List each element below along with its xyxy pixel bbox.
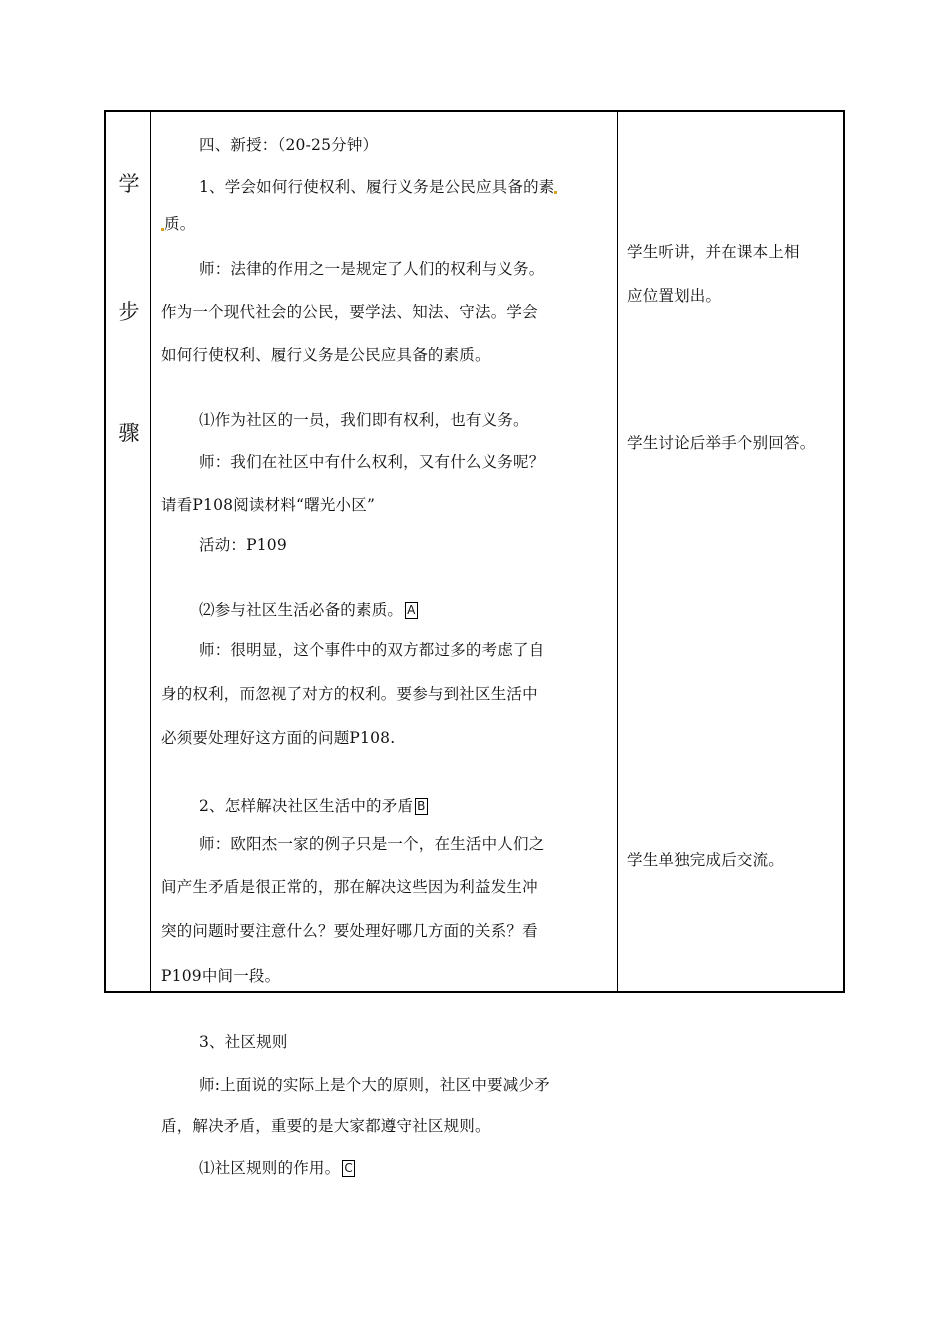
teacher-line: 师：法律的作用之一是规定了人们的权利与义务。 — [199, 260, 545, 278]
student-note: 应位置划出。 — [627, 287, 722, 305]
s1-title: 1、学会如何行使权利、履行义务是公民应具备的素 — [199, 180, 557, 196]
s3-title: 3、社区规则 — [199, 1033, 288, 1051]
teacher-line: 师：我们在社区中有什么权利，又有什么义务呢？ — [199, 453, 545, 471]
teacher-line: 盾，解决矛盾，重要的是大家都遵守社区规则。 — [161, 1117, 491, 1135]
student-note: 学生单独完成后交流。 — [627, 851, 785, 869]
teacher-line: 师:上面说的实际上是个大的原则，社区中要减少矛 — [199, 1076, 550, 1094]
student-note: 学生讨论后举手个别回答。 — [627, 434, 816, 452]
student-note: 学生听讲，并在课本上相 — [627, 243, 800, 261]
teacher-line: 突的问题时要注意什么？要处理好哪几方面的关系？看 — [161, 922, 538, 940]
figure-marker: B — [417, 799, 426, 813]
s1b-title: ⑵参与社区生活必备的素质。 A — [199, 601, 416, 619]
s1a-title: ⑴作为社区的一员，我们即有权利，也有义务。 — [199, 411, 529, 429]
lesson-table — [104, 110, 845, 1177]
teacher-line: 师：欧阳杰一家的例子只是一个，在生活中人们之 — [199, 835, 545, 853]
teacher-line: 身的权利，而忽视了对方的权利。要参与到社区生活中 — [161, 685, 538, 703]
edit-mark-icon — [554, 191, 557, 194]
teacher-line: P109中间一段。 — [161, 967, 281, 985]
teacher-line: 如何行使权利、履行义务是公民应具备的素质。 — [161, 346, 491, 364]
section-heading: 四、新授：（20-25分钟） — [199, 136, 379, 154]
side-label-char: 骤 — [118, 421, 140, 445]
s3a-title: ⑴社区规则的作用。 C — [199, 1159, 353, 1177]
column-divider — [617, 112, 618, 991]
teacher-line: 必须要处理好这方面的问题P108. — [161, 729, 396, 747]
teacher-line: 请看P108阅读材料“曙光小区” — [161, 496, 376, 514]
teacher-line: 作为一个现代社会的公民，要学法、知法、守法。学会 — [161, 303, 538, 321]
column-divider — [150, 112, 151, 991]
s1-title-cont: 质。 — [161, 217, 195, 233]
activity-line: 活动：P109 — [199, 536, 287, 554]
figure-marker: A — [407, 603, 416, 617]
side-label-char: 学 — [118, 172, 140, 196]
figure-marker: C — [344, 1161, 353, 1175]
side-label-char: 步 — [118, 300, 140, 324]
s2-title: 2、怎样解决社区生活中的矛盾 B — [199, 797, 426, 815]
teacher-line: 师：很明显，这个事件中的双方都过多的考虑了自 — [199, 641, 545, 659]
teacher-line: 间产生矛盾是很正常的，那在解决这些因为利益发生冲 — [161, 878, 538, 896]
